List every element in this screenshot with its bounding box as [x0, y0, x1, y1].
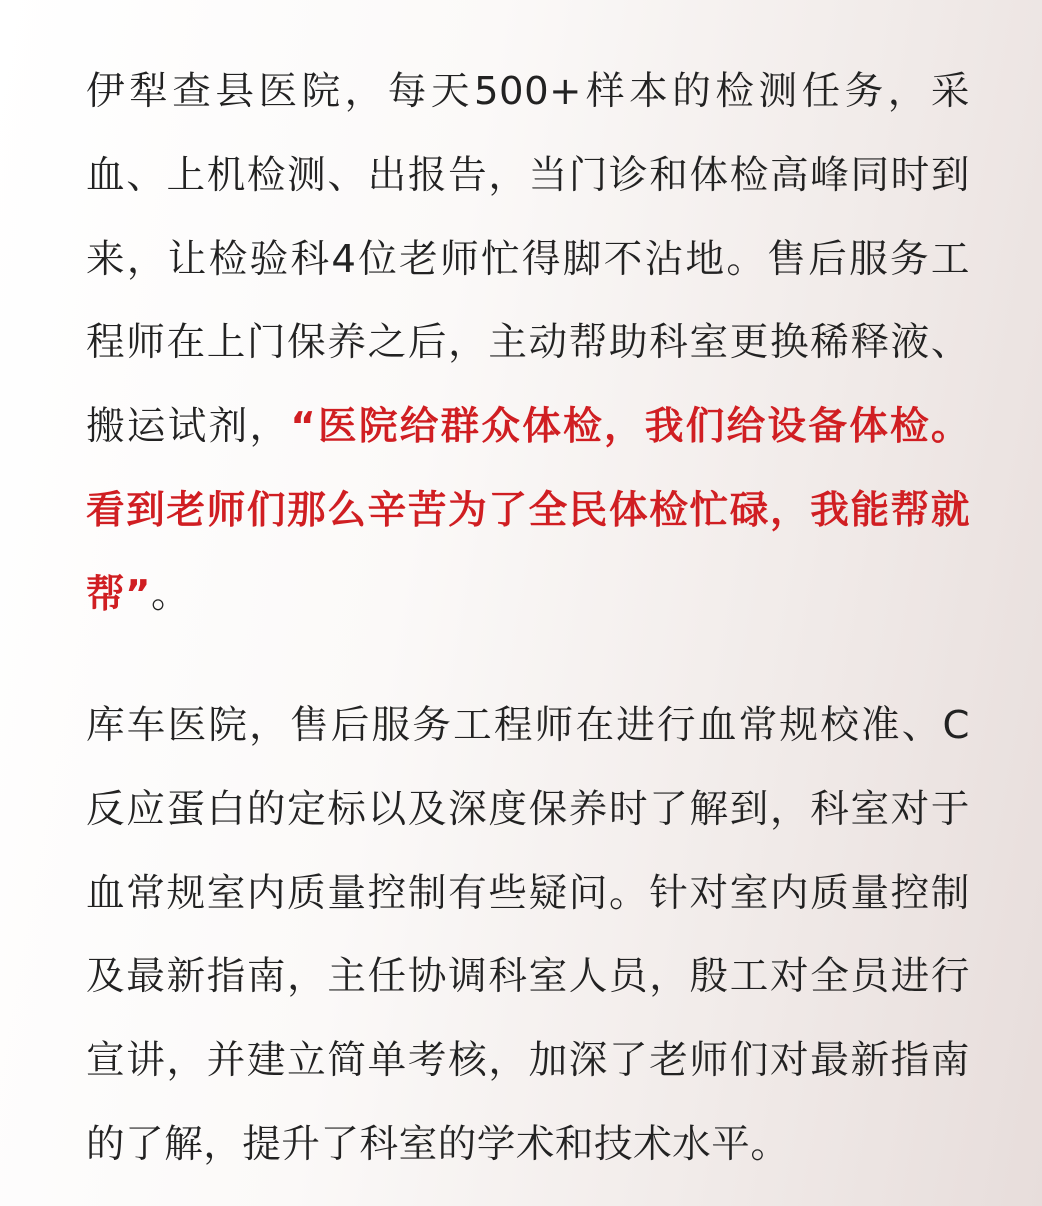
paragraph-yili-hospital [86, 50, 970, 637]
paragraph-kuche-hospital: 库车医院，售后服务工程师在进行血常规校准、C反应蛋白的定标以及深度保养时了解到，科室对于血常规室内质量控制有些疑问。针对室内质量控制及最新指南，主任协调科室人员，殷工对全员进行宣讲，并建立简单考核，加深了老师们对最新指南的了解，提升了科室的学术和技术水平。 [86, 703, 970, 1167]
highlighted-quote: “医院给群众体检，我们给设备体检。看到老师们那么辛苦为了全民体检忙碌，我能帮就帮” [86, 404, 971, 617]
paragraph-text-end: 。 [150, 571, 191, 617]
paragraph-text: 伊犁查县医院，每天500+样本的检测任务，采血、上机检测、出报告，当门诊和体检高峰同时到来，让检验科4位老师忙得脚不沾地。售后服务工程师在上门保养之后，主动帮助科室更换稀释液、搬运试剂， [86, 69, 970, 450]
